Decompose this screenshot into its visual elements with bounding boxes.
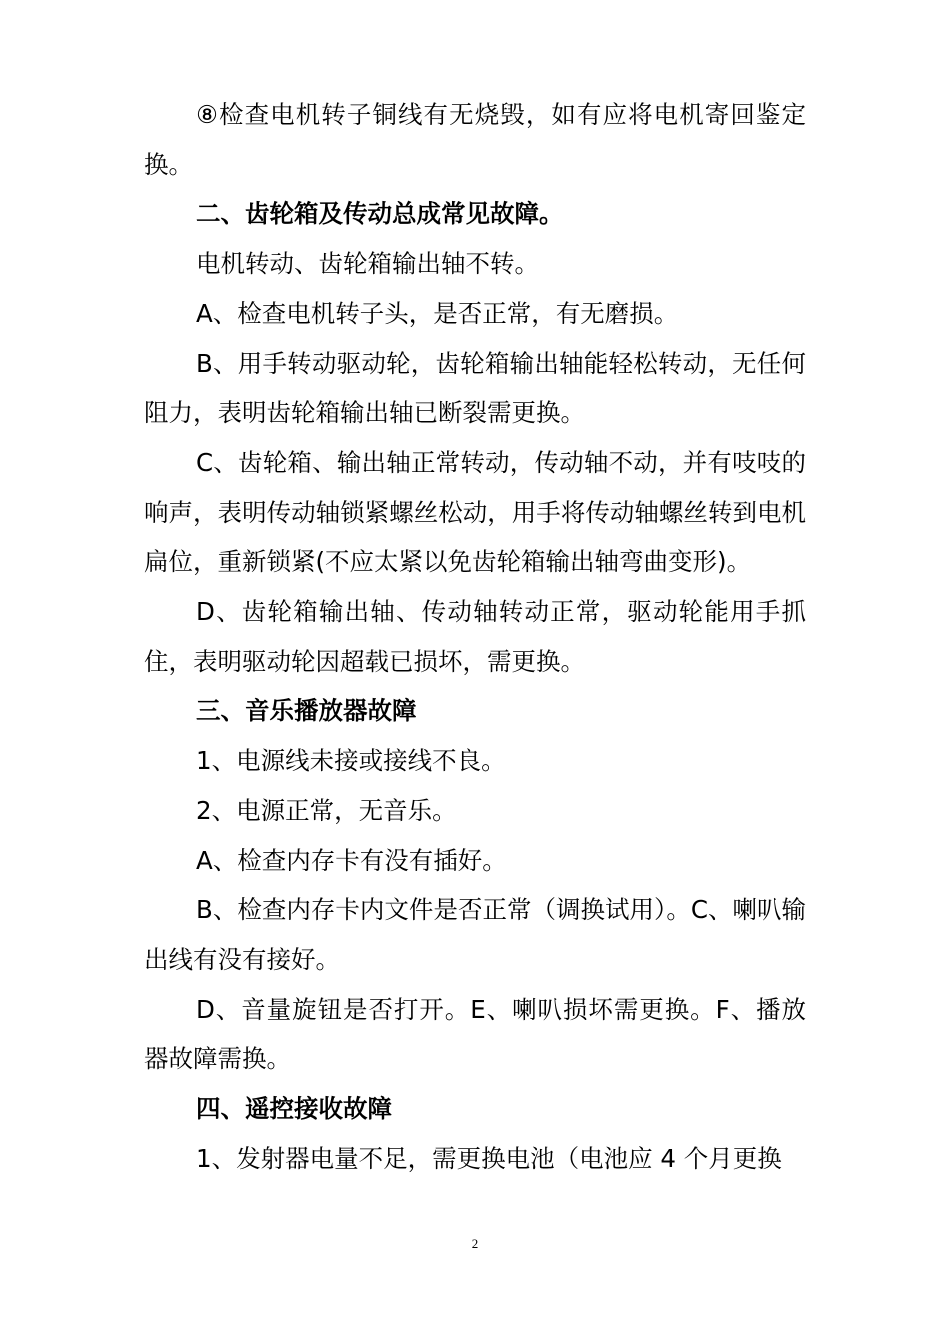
paragraph-gearbox-item-a: A、检查电机转子头，是否正常，有无磨损。 [196,298,679,328]
paragraph-music-item-a: A、检查内存卡有没有插好。 [196,845,507,875]
paragraph-music-item-d-e-f: D、音量旋钮是否打开。E、喇叭损坏需更换。F、播放器故障需换。 [144,994,806,1074]
paragraph-music-item-2: 2、电源正常，无音乐。 [196,795,457,825]
paragraph-gearbox-symptom: 电机转动、齿轮箱输出轴不转。 [196,249,539,279]
page-number: 2 [471,1236,479,1251]
section-heading-gearbox: 二、齿轮箱及传动总成常见故障。 [196,199,564,229]
section-heading-music-player: 三、音乐播放器故障 [196,696,417,726]
paragraph-gearbox-item-b: B、用手转动驱动轮，齿轮箱输出轴能轻松转动，无任何阻力，表明齿轮箱输出轴已断裂需更换。 [144,348,806,428]
paragraph-music-item-b-c: B、检查内存卡内文件是否正常（调换试用）。C、喇叭输出线有没有接好。 [144,895,806,974]
paragraph-music-item-1: 1、电源线未接或接线不良。 [196,746,506,776]
paragraph-motor-rotor-check: ⑧检查电机转子铜线有无烧毁，如有应将电机寄回鉴定换。 [144,100,806,179]
paragraph-gearbox-item-d: D、齿轮箱输出轴、传动轴转动正常，驱动轮能用手抓住，表明驱动轮因超载已损坏，需更换。 [144,597,806,676]
section-heading-remote-receiver: 四、遥控接收故障 [196,1094,392,1124]
document-body [144,90,806,1183]
paragraph-gearbox-item-c: C、齿轮箱、输出轴正常转动，传动轴不动，并有吱吱的响声，表明传动轴锁紧螺丝松动，用手将传动轴螺丝转到电机扁位，重新锁紧(不应太紧以免齿轮箱输出轴弯曲变形)。 [144,447,806,577]
paragraph-remote-item-1: 1、发射器电量不足，需更换电池（电池应 4 个月更换 [196,1143,782,1173]
